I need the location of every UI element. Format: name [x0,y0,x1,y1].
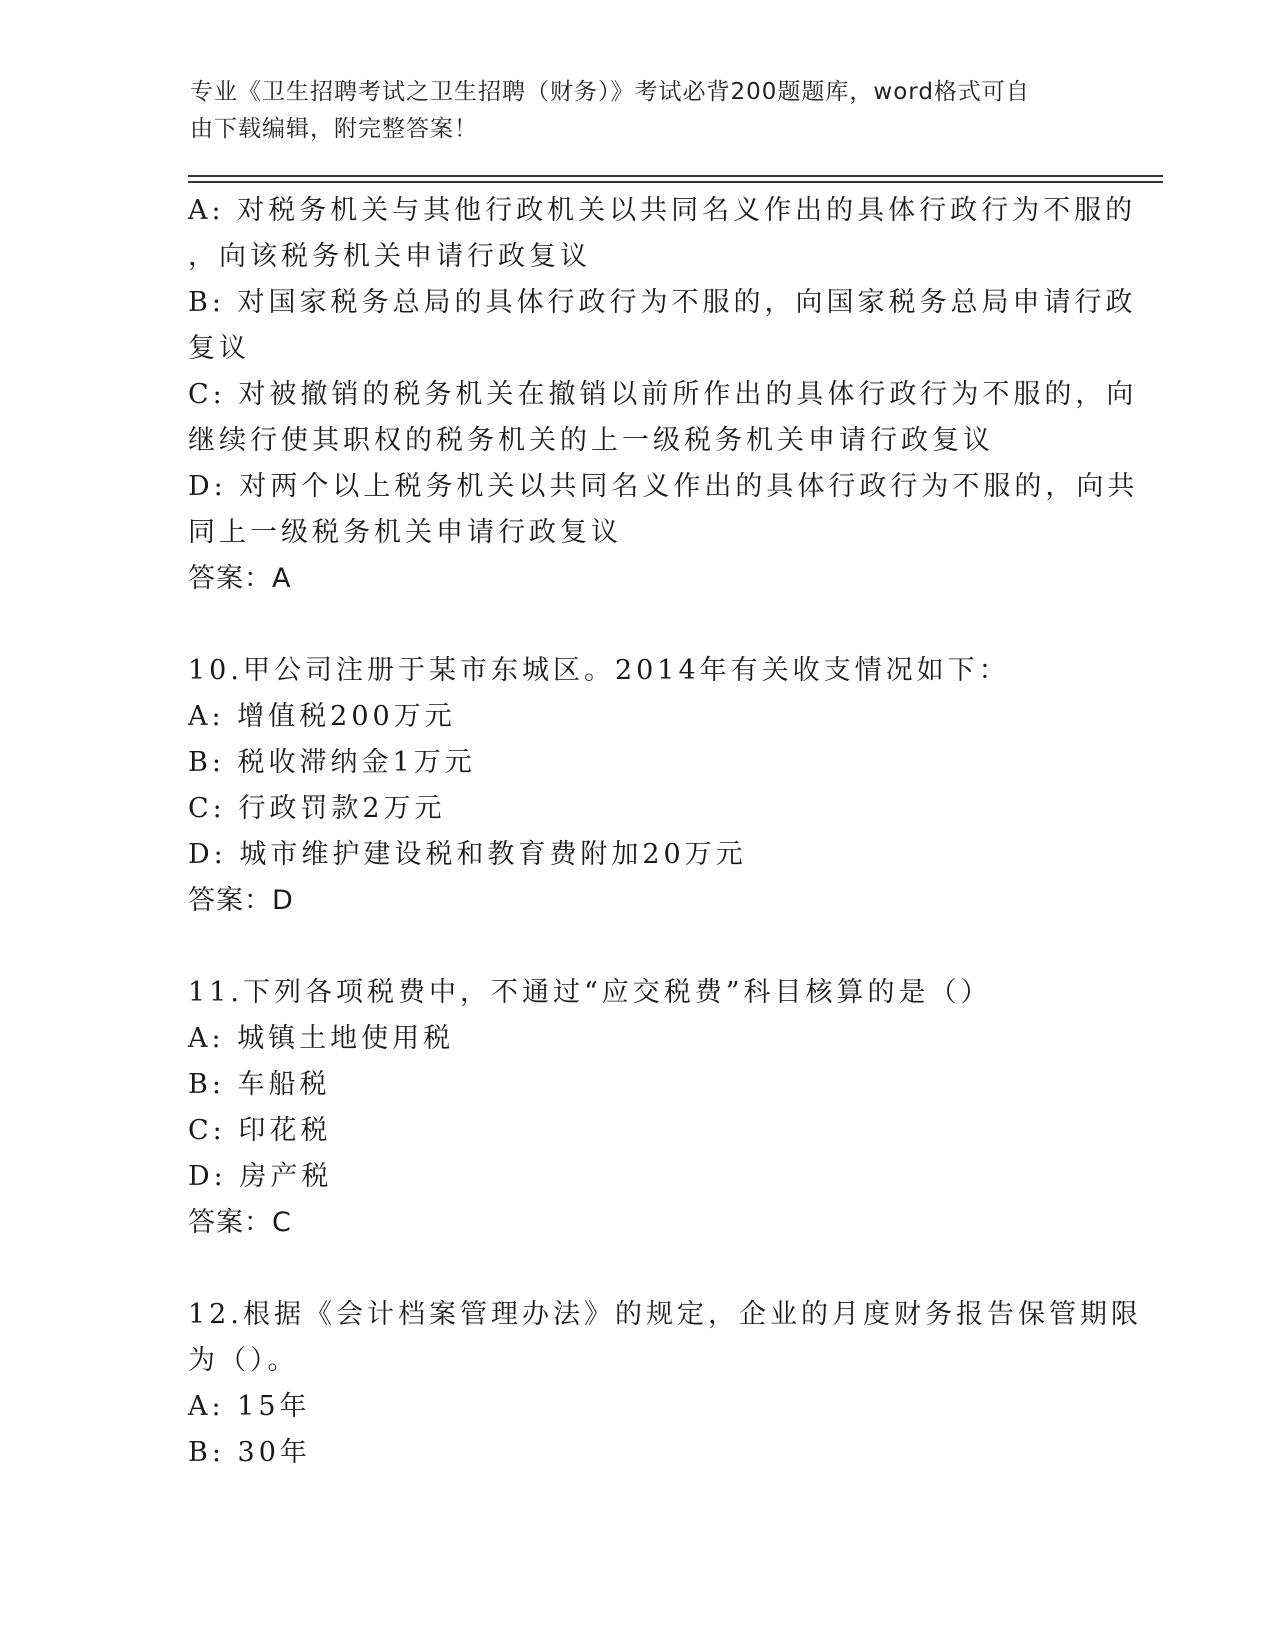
header-divider-top [188,175,1163,177]
q10-stem: 10.甲公司注册于某市东城区。2014年有关收支情况如下： [188,655,1010,686]
q9-option-b-line-2: 复议 [188,333,250,364]
header-line-2: 由下载编辑，附完整答案！ [190,116,478,142]
q9-option-c-line-2: 继续行使其职权的税务机关的上一级税务机关申请行政复议 [188,425,994,456]
q12-option-a: A: 15年 [188,1391,311,1422]
q11-option-d: D: 房产税 [188,1161,333,1192]
question-11 [188,970,1088,1246]
q9-option-b-line-1: B: 对国家税务总局的具体行政行为不服的，向国家税务总局申请行政 [188,287,1137,318]
q12-stem-line-2: 为（）。 [188,1345,299,1376]
q10-option-d: D: 城市维护建设税和教育费附加20万元 [188,839,747,870]
q10-answer: 答案：D [188,885,294,916]
q11-answer: 答案：C [188,1207,292,1238]
q12-option-b: B: 30年 [188,1437,311,1468]
q9-option-d-line-2: 同上一级税务机关申请行政复议 [188,517,622,548]
header-divider-bottom [188,181,1163,183]
spacer [188,602,1088,648]
q9-option-a-line-1: A: 对税务机关与其他行政机关以共同名义作出的具体行政行为不服的 [188,195,1137,226]
spacer [188,1246,1088,1292]
q9-option-d-line-1: D: 对两个以上税务机关以共同名义作出的具体行政行为不服的，向共 [188,471,1139,502]
document-header [190,74,1090,148]
question-9 [188,188,1139,602]
spacer [188,924,1088,970]
q11-option-b: B: 车船税 [188,1069,331,1100]
q11-option-a: A: 城镇土地使用税 [188,1023,455,1054]
q11-option-c: C: 印花税 [188,1115,332,1146]
q10-option-b: B: 税收滞纳金1万元 [188,747,476,778]
question-12 [188,1292,1142,1476]
header-line-1: 专业《卫生招聘考试之卫生招聘（财务）》考试必背200题题库，word格式可自 [190,79,1030,105]
q9-option-c-line-1: C: 对被撤销的税务机关在撤销以前所作出的具体行政行为不服的，向 [188,379,1138,410]
q9-option-a-line-2: ，向该税务机关申请行政复议 [188,241,591,272]
q11-stem: 11.下列各项税费中，不通过“应交税费”科目核算的是（） [188,977,992,1008]
q10-option-c: C: 行政罚款2万元 [188,793,446,824]
question-10 [188,648,1088,924]
q9-answer: 答案：A [188,563,292,594]
q12-stem-line-1: 12.根据《会计档案管理办法》的规定，企业的月度财务报告保管期限 [188,1299,1142,1330]
question-list [188,188,1142,1476]
q10-option-a: A: 增值税200万元 [188,701,456,732]
